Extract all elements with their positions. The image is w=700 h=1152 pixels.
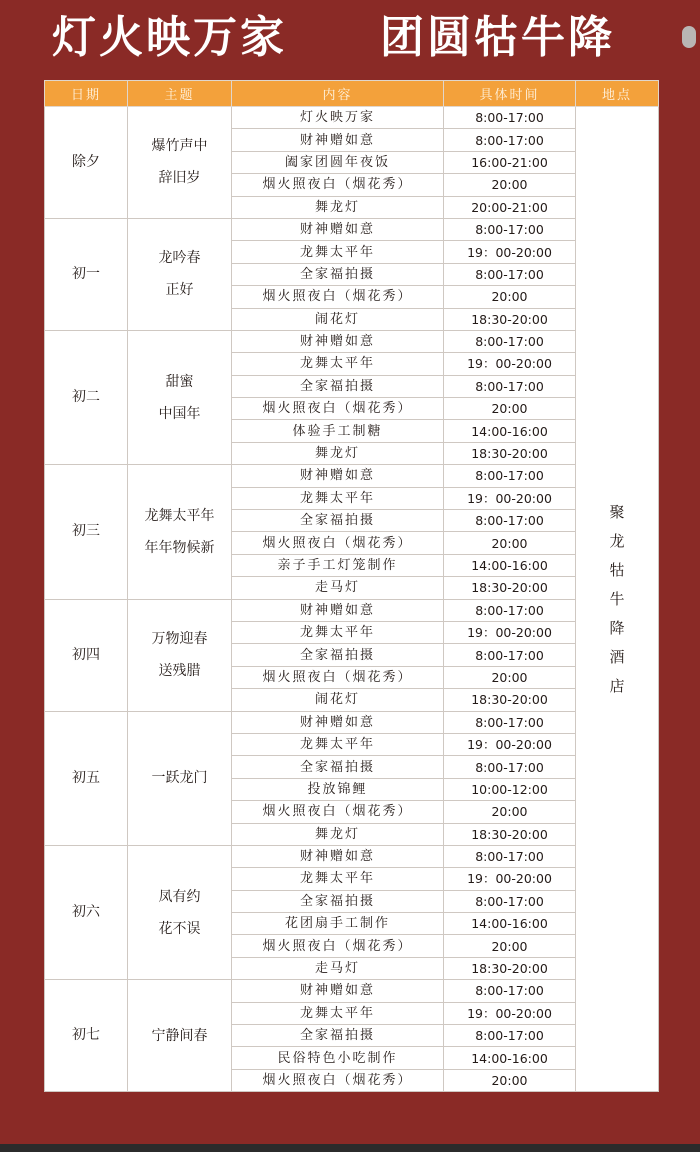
activity-cell: 财神赠如意 bbox=[232, 599, 444, 621]
schedule-table-header bbox=[45, 81, 659, 107]
poster-header bbox=[0, 0, 700, 80]
activity-cell: 全家福拍摄 bbox=[232, 1025, 444, 1047]
activity-cell: 龙舞太平年 bbox=[232, 868, 444, 890]
time-cell: 19：00-20:00 bbox=[444, 868, 576, 890]
theme-line: 年年物候新 bbox=[144, 539, 215, 556]
time-cell: 20:00 bbox=[444, 801, 576, 823]
time-cell: 8:00-17:00 bbox=[444, 330, 576, 352]
column-header: 具体时间 bbox=[444, 81, 576, 107]
time-cell: 8:00-17:00 bbox=[444, 129, 576, 151]
theme-line: 送残腊 bbox=[158, 663, 201, 680]
activity-cell: 体验手工制糖 bbox=[232, 420, 444, 442]
day-cell: 除夕 bbox=[45, 107, 128, 219]
theme-cell bbox=[128, 599, 232, 711]
time-cell: 8:00-17:00 bbox=[444, 263, 576, 285]
table-row bbox=[45, 218, 659, 240]
theme-cell bbox=[128, 980, 232, 1092]
time-cell: 19：00-20:00 bbox=[444, 1002, 576, 1024]
schedule-table-body bbox=[45, 107, 659, 1092]
table-row bbox=[45, 107, 659, 129]
activity-cell: 财神赠如意 bbox=[232, 845, 444, 867]
table-row bbox=[45, 980, 659, 1002]
activity-cell: 全家福拍摄 bbox=[232, 510, 444, 532]
location-cell bbox=[576, 107, 659, 1092]
activity-cell: 烟火照夜白（烟花秀） bbox=[232, 174, 444, 196]
table-row bbox=[45, 845, 659, 867]
theme-line: 花不误 bbox=[158, 920, 201, 937]
time-cell: 20:00 bbox=[444, 935, 576, 957]
time-cell: 19：00-20:00 bbox=[444, 621, 576, 643]
theme-line: 万物迎春 bbox=[151, 631, 208, 648]
column-header: 主题 bbox=[128, 81, 232, 107]
column-header: 内容 bbox=[232, 81, 444, 107]
theme-cell bbox=[128, 845, 232, 979]
theme-line: 宁静间春 bbox=[151, 1027, 208, 1044]
time-cell: 10:00-12:00 bbox=[444, 778, 576, 800]
theme-cell bbox=[128, 107, 232, 219]
time-cell: 20:00 bbox=[444, 532, 576, 554]
poster-title-right: 团圆牯牛降 bbox=[380, 12, 615, 63]
time-cell: 14:00-16:00 bbox=[444, 554, 576, 576]
theme-cell bbox=[128, 465, 232, 599]
activity-cell: 投放锦鲤 bbox=[232, 778, 444, 800]
time-cell: 16:00-21:00 bbox=[444, 151, 576, 173]
day-cell: 初五 bbox=[45, 711, 128, 845]
theme-cell bbox=[128, 330, 232, 464]
time-cell: 20:00 bbox=[444, 286, 576, 308]
time-cell: 18:30-20:00 bbox=[444, 442, 576, 464]
theme-cell bbox=[128, 711, 232, 845]
activity-cell: 龙舞太平年 bbox=[232, 621, 444, 643]
table-row bbox=[45, 599, 659, 621]
activity-cell: 全家福拍摄 bbox=[232, 375, 444, 397]
time-cell: 14:00-16:00 bbox=[444, 1047, 576, 1069]
bottom-bar bbox=[0, 1144, 700, 1152]
column-header: 地点 bbox=[576, 81, 659, 107]
activity-cell: 烟火照夜白（烟花秀） bbox=[232, 286, 444, 308]
activity-cell: 烟火照夜白（烟花秀） bbox=[232, 532, 444, 554]
day-cell: 初四 bbox=[45, 599, 128, 711]
activity-cell: 走马灯 bbox=[232, 577, 444, 599]
header-row bbox=[45, 81, 659, 107]
theme-line: 中国年 bbox=[158, 405, 201, 422]
activity-cell: 财神赠如意 bbox=[232, 980, 444, 1002]
time-cell: 8:00-17:00 bbox=[444, 756, 576, 778]
time-cell: 8:00-17:00 bbox=[444, 890, 576, 912]
activity-cell: 全家福拍摄 bbox=[232, 263, 444, 285]
activity-cell: 闹花灯 bbox=[232, 308, 444, 330]
theme-line: 凤有约 bbox=[158, 888, 201, 905]
activity-cell: 阖家团圆年夜饭 bbox=[232, 151, 444, 173]
time-cell: 18:30-20:00 bbox=[444, 689, 576, 711]
activity-cell: 全家福拍摄 bbox=[232, 890, 444, 912]
activity-cell: 财神赠如意 bbox=[232, 129, 444, 151]
time-cell: 19：00-20:00 bbox=[444, 733, 576, 755]
activity-cell: 烟火照夜白（烟花秀） bbox=[232, 935, 444, 957]
time-cell: 8:00-17:00 bbox=[444, 218, 576, 240]
theme-cell bbox=[128, 218, 232, 330]
activity-cell: 闹花灯 bbox=[232, 689, 444, 711]
activity-cell: 烟火照夜白（烟花秀） bbox=[232, 666, 444, 688]
theme-line: 甜蜜 bbox=[165, 373, 194, 390]
activity-cell: 龙舞太平年 bbox=[232, 733, 444, 755]
activity-cell: 舞龙灯 bbox=[232, 823, 444, 845]
activity-cell: 走马灯 bbox=[232, 957, 444, 979]
activity-cell: 亲子手工灯笼制作 bbox=[232, 554, 444, 576]
day-cell: 初一 bbox=[45, 218, 128, 330]
activity-cell: 龙舞太平年 bbox=[232, 353, 444, 375]
poster-title-left: 灯火映万家 bbox=[52, 12, 287, 63]
activity-cell: 民俗特色小吃制作 bbox=[232, 1047, 444, 1069]
time-cell: 20:00 bbox=[444, 666, 576, 688]
time-cell: 19：00-20:00 bbox=[444, 487, 576, 509]
time-cell: 8:00-17:00 bbox=[444, 107, 576, 129]
time-cell: 8:00-17:00 bbox=[444, 711, 576, 733]
activity-cell: 花团扇手工制作 bbox=[232, 913, 444, 935]
day-cell: 初二 bbox=[45, 330, 128, 464]
activity-cell: 财神赠如意 bbox=[232, 465, 444, 487]
location-text: 聚龙牯牛降酒店 bbox=[609, 502, 625, 695]
time-cell: 8:00-17:00 bbox=[444, 1025, 576, 1047]
time-cell: 20:00 bbox=[444, 398, 576, 420]
time-cell: 8:00-17:00 bbox=[444, 845, 576, 867]
theme-line: 龙舞太平年 bbox=[144, 507, 215, 524]
theme-line: 爆竹声中 bbox=[151, 138, 208, 155]
activity-cell: 舞龙灯 bbox=[232, 442, 444, 464]
activity-cell: 全家福拍摄 bbox=[232, 756, 444, 778]
scroll-indicator-icon bbox=[682, 26, 696, 48]
table-row bbox=[45, 711, 659, 733]
activity-cell: 龙舞太平年 bbox=[232, 241, 444, 263]
time-cell: 8:00-17:00 bbox=[444, 599, 576, 621]
activity-cell: 烟火照夜白（烟花秀） bbox=[232, 1069, 444, 1091]
column-header: 日期 bbox=[45, 81, 128, 107]
activity-cell: 财神赠如意 bbox=[232, 711, 444, 733]
time-cell: 18:30-20:00 bbox=[444, 823, 576, 845]
time-cell: 8:00-17:00 bbox=[444, 465, 576, 487]
time-cell: 8:00-17:00 bbox=[444, 980, 576, 1002]
activity-cell: 龙舞太平年 bbox=[232, 487, 444, 509]
time-cell: 8:00-17:00 bbox=[444, 510, 576, 532]
time-cell: 18:30-20:00 bbox=[444, 957, 576, 979]
schedule-table bbox=[44, 80, 659, 1092]
table-row bbox=[45, 465, 659, 487]
time-cell: 14:00-16:00 bbox=[444, 420, 576, 442]
time-cell: 18:30-20:00 bbox=[444, 577, 576, 599]
day-cell: 初三 bbox=[45, 465, 128, 599]
theme-line: 一跃龙门 bbox=[151, 770, 208, 787]
time-cell: 14:00-16:00 bbox=[444, 913, 576, 935]
activity-cell: 灯火映万家 bbox=[232, 107, 444, 129]
theme-line: 辞旧岁 bbox=[158, 170, 201, 187]
time-cell: 20:00 bbox=[444, 1069, 576, 1091]
time-cell: 19：00-20:00 bbox=[444, 241, 576, 263]
day-cell: 初六 bbox=[45, 845, 128, 979]
theme-line: 龙吟春 bbox=[158, 250, 201, 267]
activity-cell: 烟火照夜白（烟花秀） bbox=[232, 398, 444, 420]
time-cell: 20:00 bbox=[444, 174, 576, 196]
activity-cell: 舞龙灯 bbox=[232, 196, 444, 218]
theme-line: 正好 bbox=[165, 282, 194, 299]
activity-cell: 龙舞太平年 bbox=[232, 1002, 444, 1024]
time-cell: 19：00-20:00 bbox=[444, 353, 576, 375]
time-cell: 20:00-21:00 bbox=[444, 196, 576, 218]
time-cell: 8:00-17:00 bbox=[444, 644, 576, 666]
activity-cell: 烟火照夜白（烟花秀） bbox=[232, 801, 444, 823]
day-cell: 初七 bbox=[45, 980, 128, 1092]
time-cell: 18:30-20:00 bbox=[444, 308, 576, 330]
activity-cell: 财神赠如意 bbox=[232, 218, 444, 240]
time-cell: 8:00-17:00 bbox=[444, 375, 576, 397]
activity-cell: 全家福拍摄 bbox=[232, 644, 444, 666]
table-row bbox=[45, 330, 659, 352]
activity-cell: 财神赠如意 bbox=[232, 330, 444, 352]
